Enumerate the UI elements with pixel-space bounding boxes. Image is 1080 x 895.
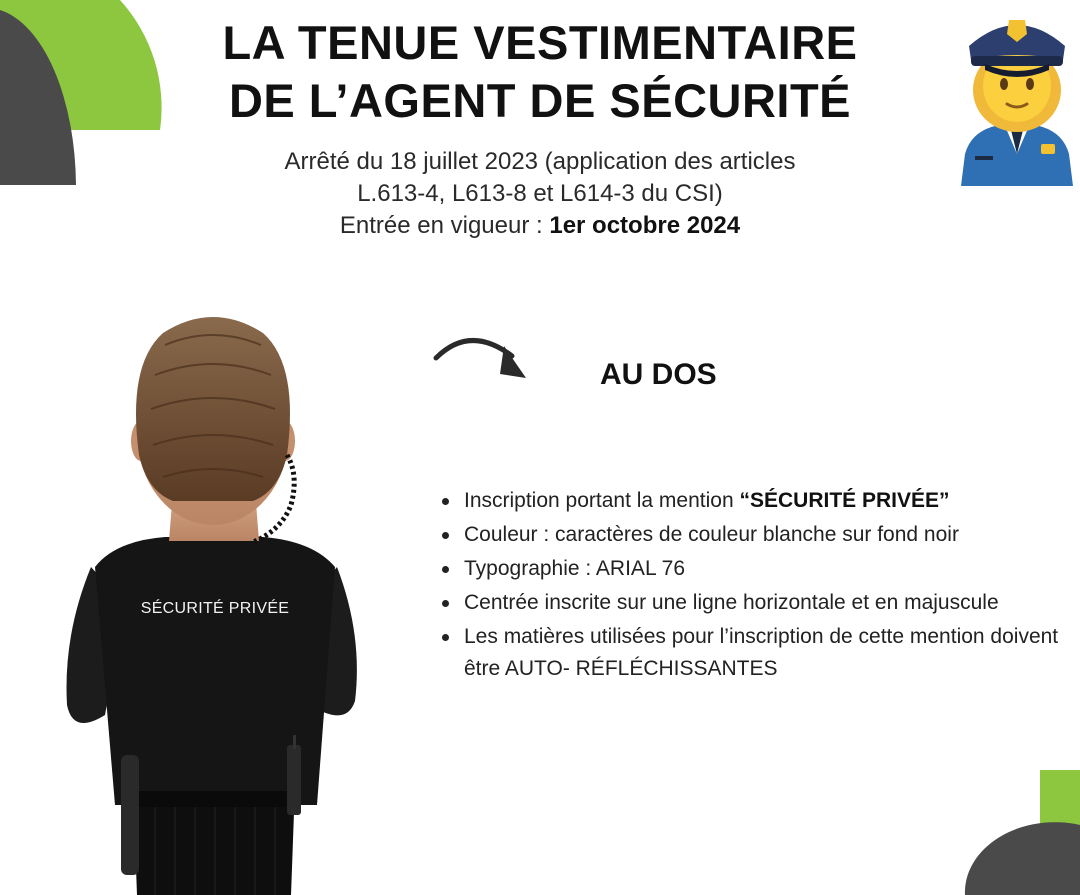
list-item xyxy=(440,485,1080,517)
corner-decoration-bottom-right xyxy=(940,765,1080,895)
list-item: Couleur : caractères de couleur blanche sur fond noir xyxy=(440,519,1080,551)
bullet-bold-text: “SÉCURITÉ PRIVÉE” xyxy=(739,489,950,512)
subtitle-line-1: Arrêté du 18 juillet 2023 (application des articles xyxy=(284,148,796,175)
page-subtitle xyxy=(160,146,920,242)
title-line-1: LA TENUE VESTIMENTAIRE xyxy=(222,16,858,69)
list-item: Les matières utilisées pour l’inscription de cette mention doivent être AUTO- RÉFLÉCHISSANTES xyxy=(440,621,1080,685)
police-officer-emoji xyxy=(955,4,1079,186)
subtitle-line-3 xyxy=(160,210,920,242)
section-title: AU DOS xyxy=(600,358,717,391)
back-inscription: SÉCURITÉ PRIVÉE xyxy=(140,600,290,617)
list-item: Typographie : ARIAL 76 xyxy=(440,553,1080,585)
list-item: Centrée inscrite sur une ligne horizontale et en majuscule xyxy=(440,587,1080,619)
curved-arrow-icon xyxy=(430,330,540,390)
subtitle-line-2: L.613-4, L613-8 et L614-3 du CSI) xyxy=(357,180,723,207)
page-title xyxy=(160,14,920,130)
effective-date: 1er octobre 2024 xyxy=(549,212,741,239)
effective-date-label: Entrée en vigueur : xyxy=(339,212,550,239)
requirements-list xyxy=(440,485,1080,687)
bullet-text: Inscription portant la mention xyxy=(464,489,740,512)
title-line-2: DE L’AGENT DE SÉCURITÉ xyxy=(228,74,852,127)
corner-decoration-top-left xyxy=(0,0,170,190)
